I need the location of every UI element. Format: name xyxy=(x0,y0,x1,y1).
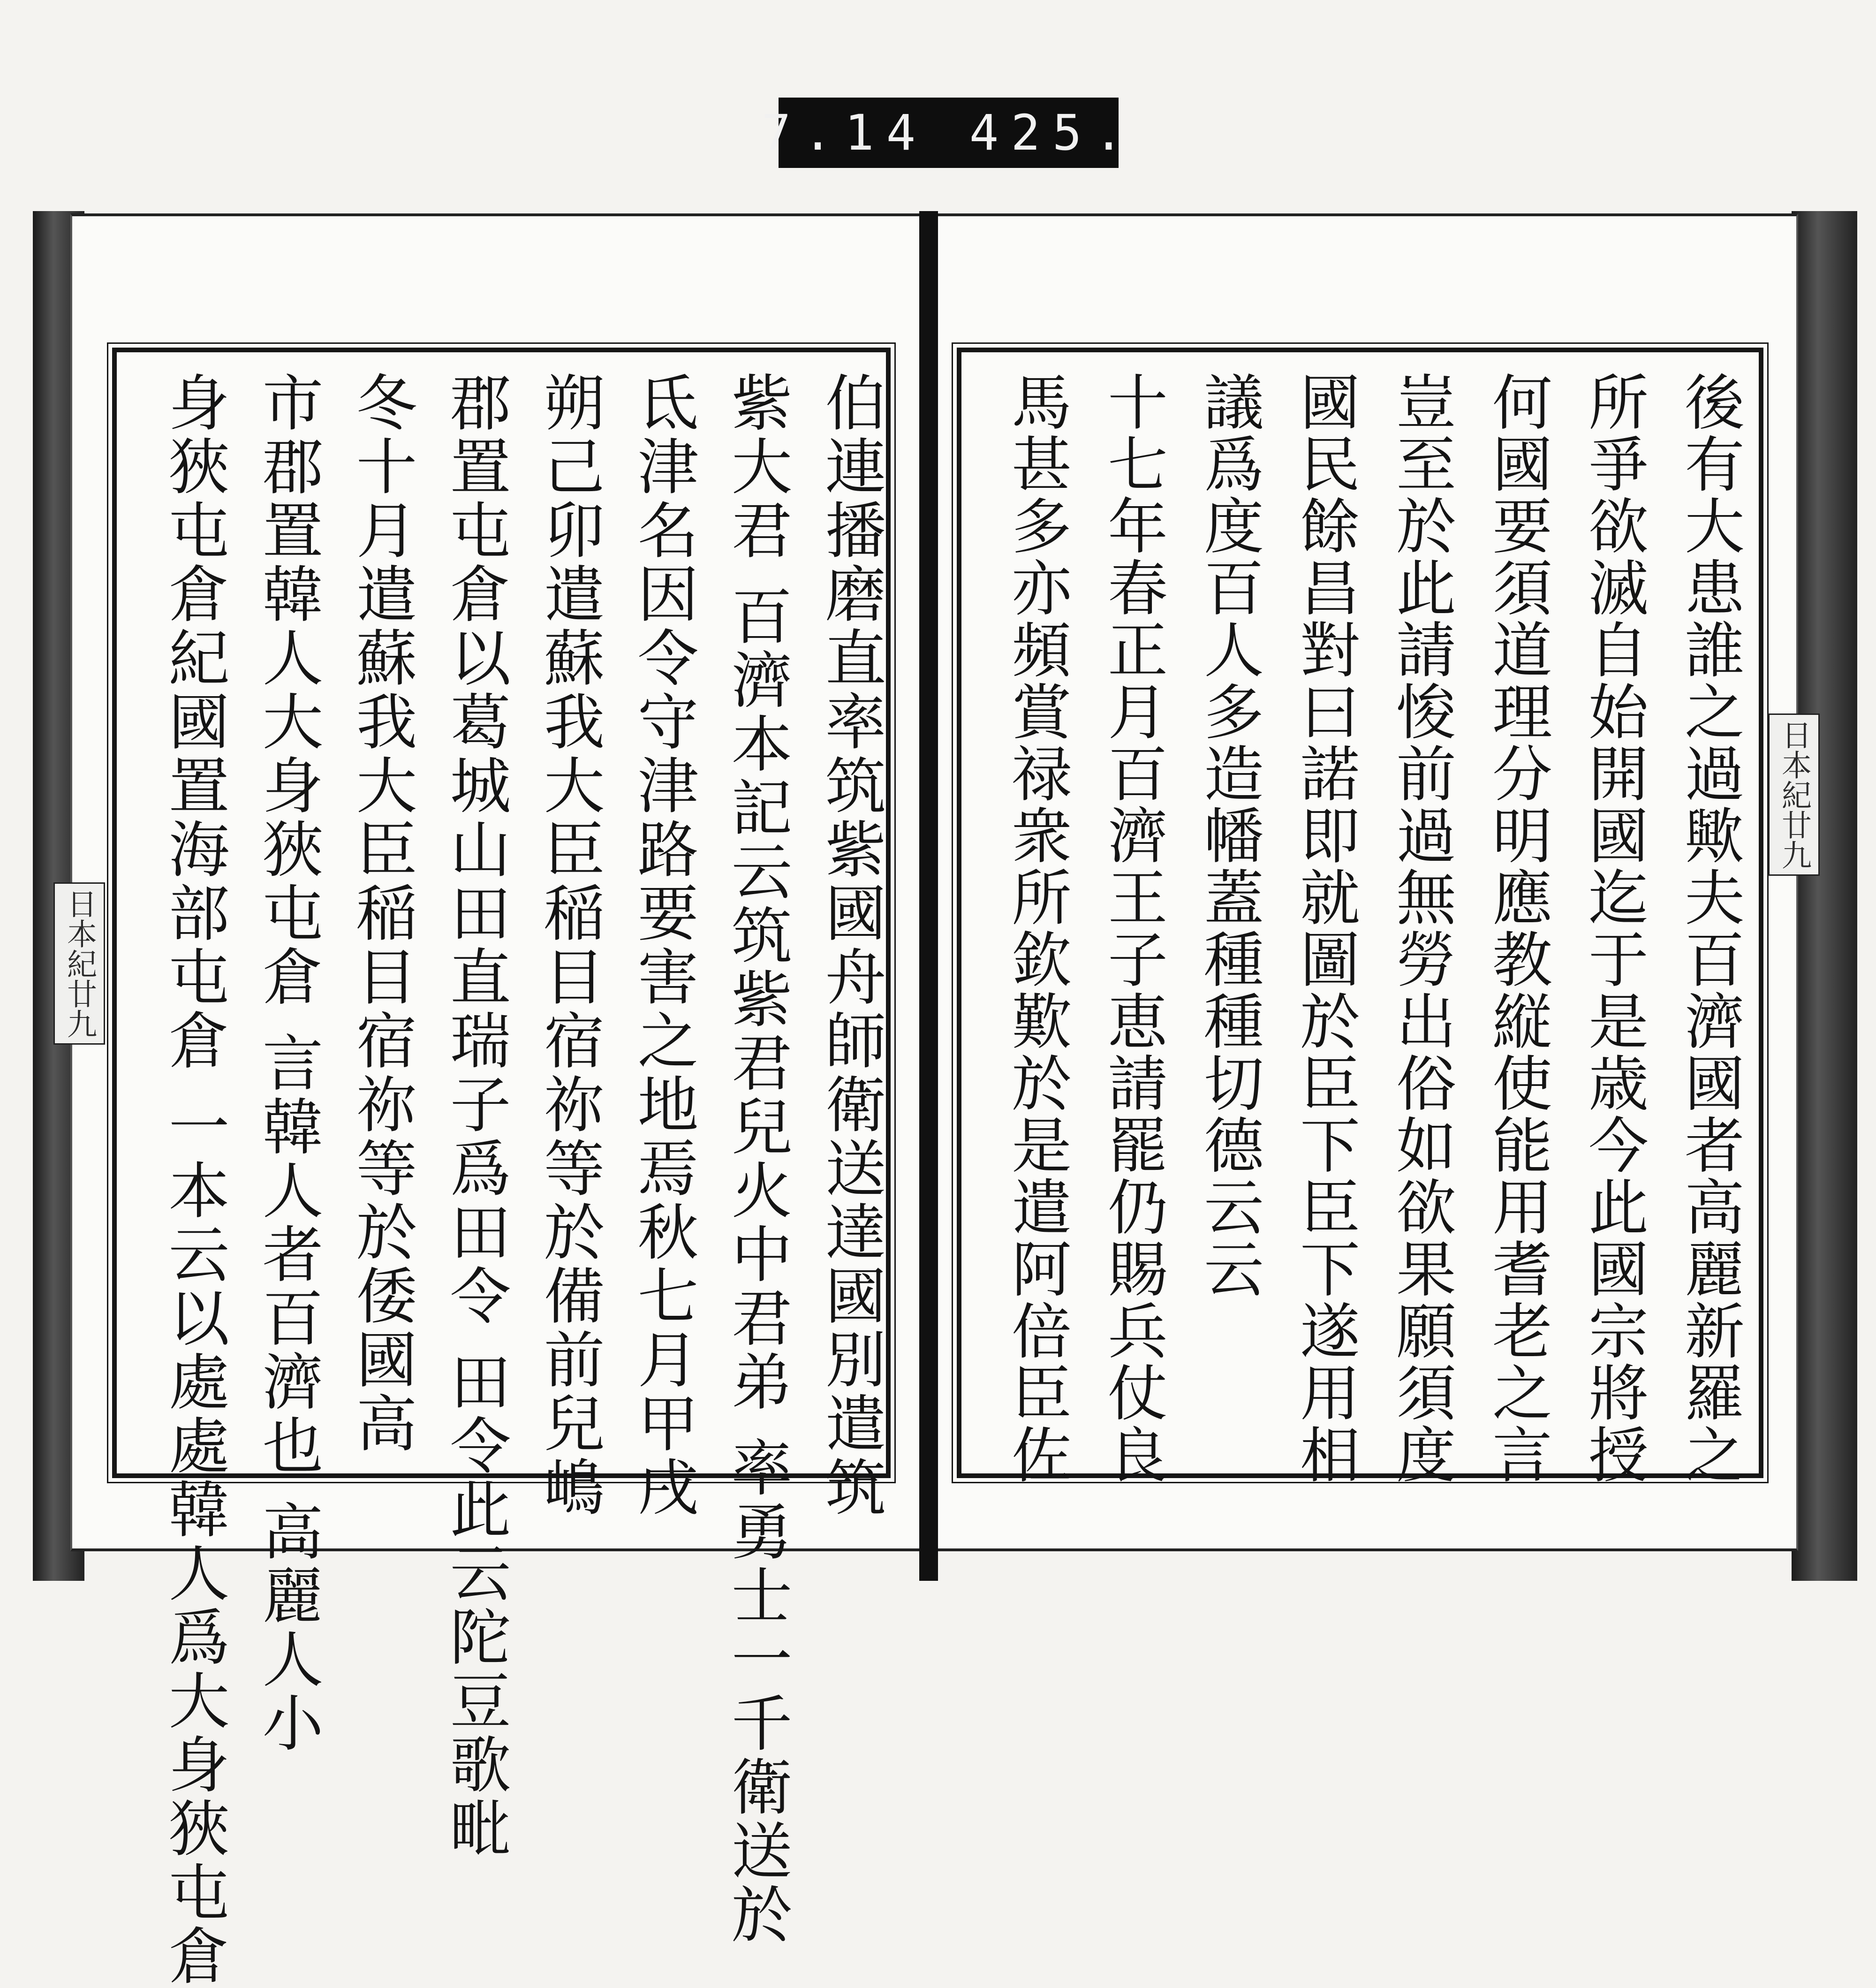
right-column-7: 十七年春正月百濟王子恵請罷仍賜兵仗良 xyxy=(1097,371,1167,1486)
right-page-frame xyxy=(957,348,1763,1486)
left-page xyxy=(62,213,921,1988)
left-column-4: 朔己卯遣蘇我大臣稲目宿祢等於備前兒嶋 xyxy=(534,371,605,1519)
left-column-2: 紫大君 百濟本記云筑紫君兒火中君弟 率勇士一千衛送於 xyxy=(721,371,793,1947)
left-page-frame xyxy=(112,348,891,1988)
right-column-8: 馬甚多亦頻賞禄衆所欽歎於是遣阿倍臣佐 xyxy=(1001,371,1071,1486)
left-column-1: 伯連播磨直率筑紫國舟師衛送達國別遣筑 xyxy=(815,371,886,1519)
right-column-1: 後有大患誰之過歟夫百濟國者高麗新羅之 xyxy=(1674,371,1744,1486)
right-column-5: 國民餘昌對曰諾即就圖於臣下臣下遂用相 xyxy=(1290,371,1360,1486)
catalog-label: 7.14 425. xyxy=(779,98,1119,168)
left-edge-label: 日本紀廿九 xyxy=(53,882,105,1045)
right-column-3: 何國要須道理分明應教縦使能用耆老之言 xyxy=(1482,371,1552,1486)
left-column-7: 市郡置韓人大身狹屯倉 言韓人者百濟也 高麗人小 xyxy=(252,371,324,1755)
right-column-4: 豈至於此請悛前過無勞出俗如欲果願須度 xyxy=(1386,371,1456,1486)
right-page xyxy=(938,213,1811,1551)
book-gutter xyxy=(919,211,938,1581)
right-book-edge xyxy=(1792,211,1857,1581)
left-column-8: 身狹屯倉紀國置海部屯倉 一本云以處處韓人爲大身狹屯倉 xyxy=(159,371,230,1988)
left-column-6: 冬十月遣蘇我大臣稲目宿祢等於倭國高 xyxy=(346,371,417,1456)
right-edge-label: 日本紀廿九 xyxy=(1768,713,1820,876)
left-column-5: 郡置屯倉以葛城山田直瑞子爲田令 田令此云陀豆歌毗 xyxy=(440,371,511,1861)
right-column-6: 議爲度百人多造幡蓋種種切德云云 xyxy=(1194,371,1263,1300)
left-column-3: 氐津名因令守津路要害之地焉秋七月甲戌 xyxy=(628,371,699,1519)
right-column-2: 所爭欲滅自始開國迄于是歳今此國宗將授 xyxy=(1578,371,1648,1486)
